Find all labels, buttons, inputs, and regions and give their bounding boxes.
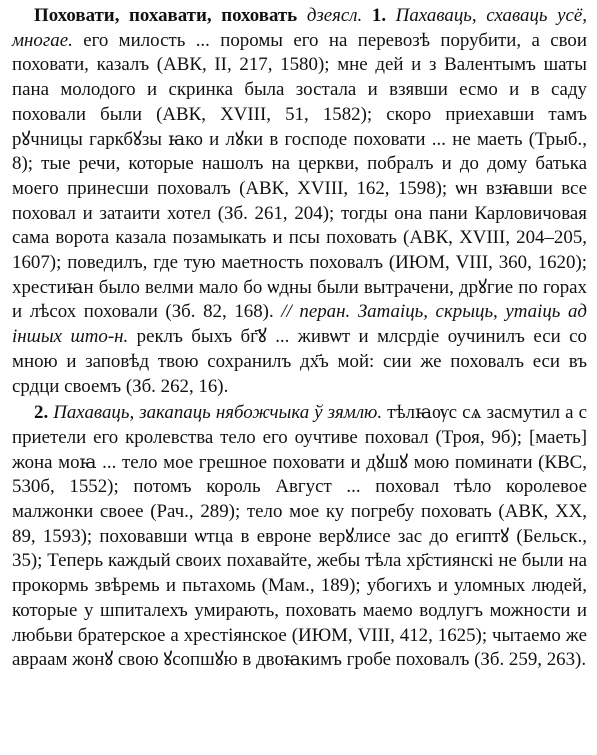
sense-citations: его милость ... поромы его на перевозѣ порубити, а свои поховати, казалъ (АВК, II, 217, 1580); мне дей и з Валентымъ шаты пана молодого и скринка была зостала и взявши есмо и в саду поховали были (АВК, XVIII, 51, 1582); скоро приехавши тамъ рꙋчницы гаркбꙋзы ꙗко и лꙋки в господе поховати ... не маеть (Трыб., 8); тые речи, которые нашолъ на церкви, побралъ и до дому батька моего принесши поховалъ (АВК, XVIII, 162, 1598); ѡн взꙗвши все поховал и затаити хотел (Зб. 261, 204); тогды она пани Карловичовая сама ворота казала позамыкать и псы поховать (АВК, XVIII, 204–205, 1607); поведилъ, где тую маетность поховалъ (ИЮМ, VIII, 360, 1620); хрестиꙗн было велми мало бо ѡдны были вытрачени, дрꙋгие по горах и лѣсох поховали (Зб. 82, 168). bbox=[12, 29, 587, 323]
sub-sense-separator: // bbox=[281, 301, 292, 323]
sense-gloss: Пахаваць, закапаць нябожчыка ў зямлю. bbox=[53, 402, 383, 424]
sense-number: 1. bbox=[371, 5, 387, 26]
sense-number: 2. bbox=[34, 402, 49, 424]
sub-sense-citations: реклъ быхъ бг҃ꙋ ... живѡт и млсрдіе оучинилъ еси со мною и заповѣд твою сохранилъ дх҃ъ мой: сии же поховалъ еси въ срдци своемъ (Зб. 262, 16). bbox=[12, 326, 587, 397]
sense-1-paragraph bbox=[12, 4, 587, 399]
sense-gloss: Пахаваць, схаваць усё, многае. bbox=[12, 5, 588, 51]
sub-sense-gloss: Затаіць, скрыць, утаіць ад іншых што-н. bbox=[12, 301, 587, 348]
sense-citations: тѣлꙗѹс сѧ засмутил а с приетели его кролевства тело его оучтиве поховал (Троя, 9б); [маеть] жона моꙗ ... тело мое грешное поховати и дꙋшꙋ мою поминати (КВС, 530б, 1552); потомъ король Август ... поховал тѣло королевое малжонки своее (Рач., 289); тело мое ку погребу поховать (АВК, XX, 89, 1593); поховавши ѡтца в евроне верꙋлисе зас до египтꙋ (Бельск., 35); Теперь каждый своих похавайте, жебы тѣла хр҃стиянскі не были на прокормь звѣремь и пьтахомь (Мам., 189); убогихъ и уломных людей, которые у шпиталехъ умирають, поховать маемо водлугъ можности и любьви братерское а хрестіянское (ИЮМ, VIII, 412, 1625); чытаемо же авраам жонꙋ свою ꙋсопшꙋю в двоꙗкимъ гробе поховалъ (Зб. 259, 263). bbox=[12, 402, 587, 671]
part-of-speech: дзеясл. bbox=[306, 5, 363, 26]
sub-sense-label: перан. bbox=[299, 301, 351, 323]
headword: Поховати, похавати, поховать bbox=[34, 5, 298, 26]
sense-2-paragraph bbox=[12, 401, 587, 673]
